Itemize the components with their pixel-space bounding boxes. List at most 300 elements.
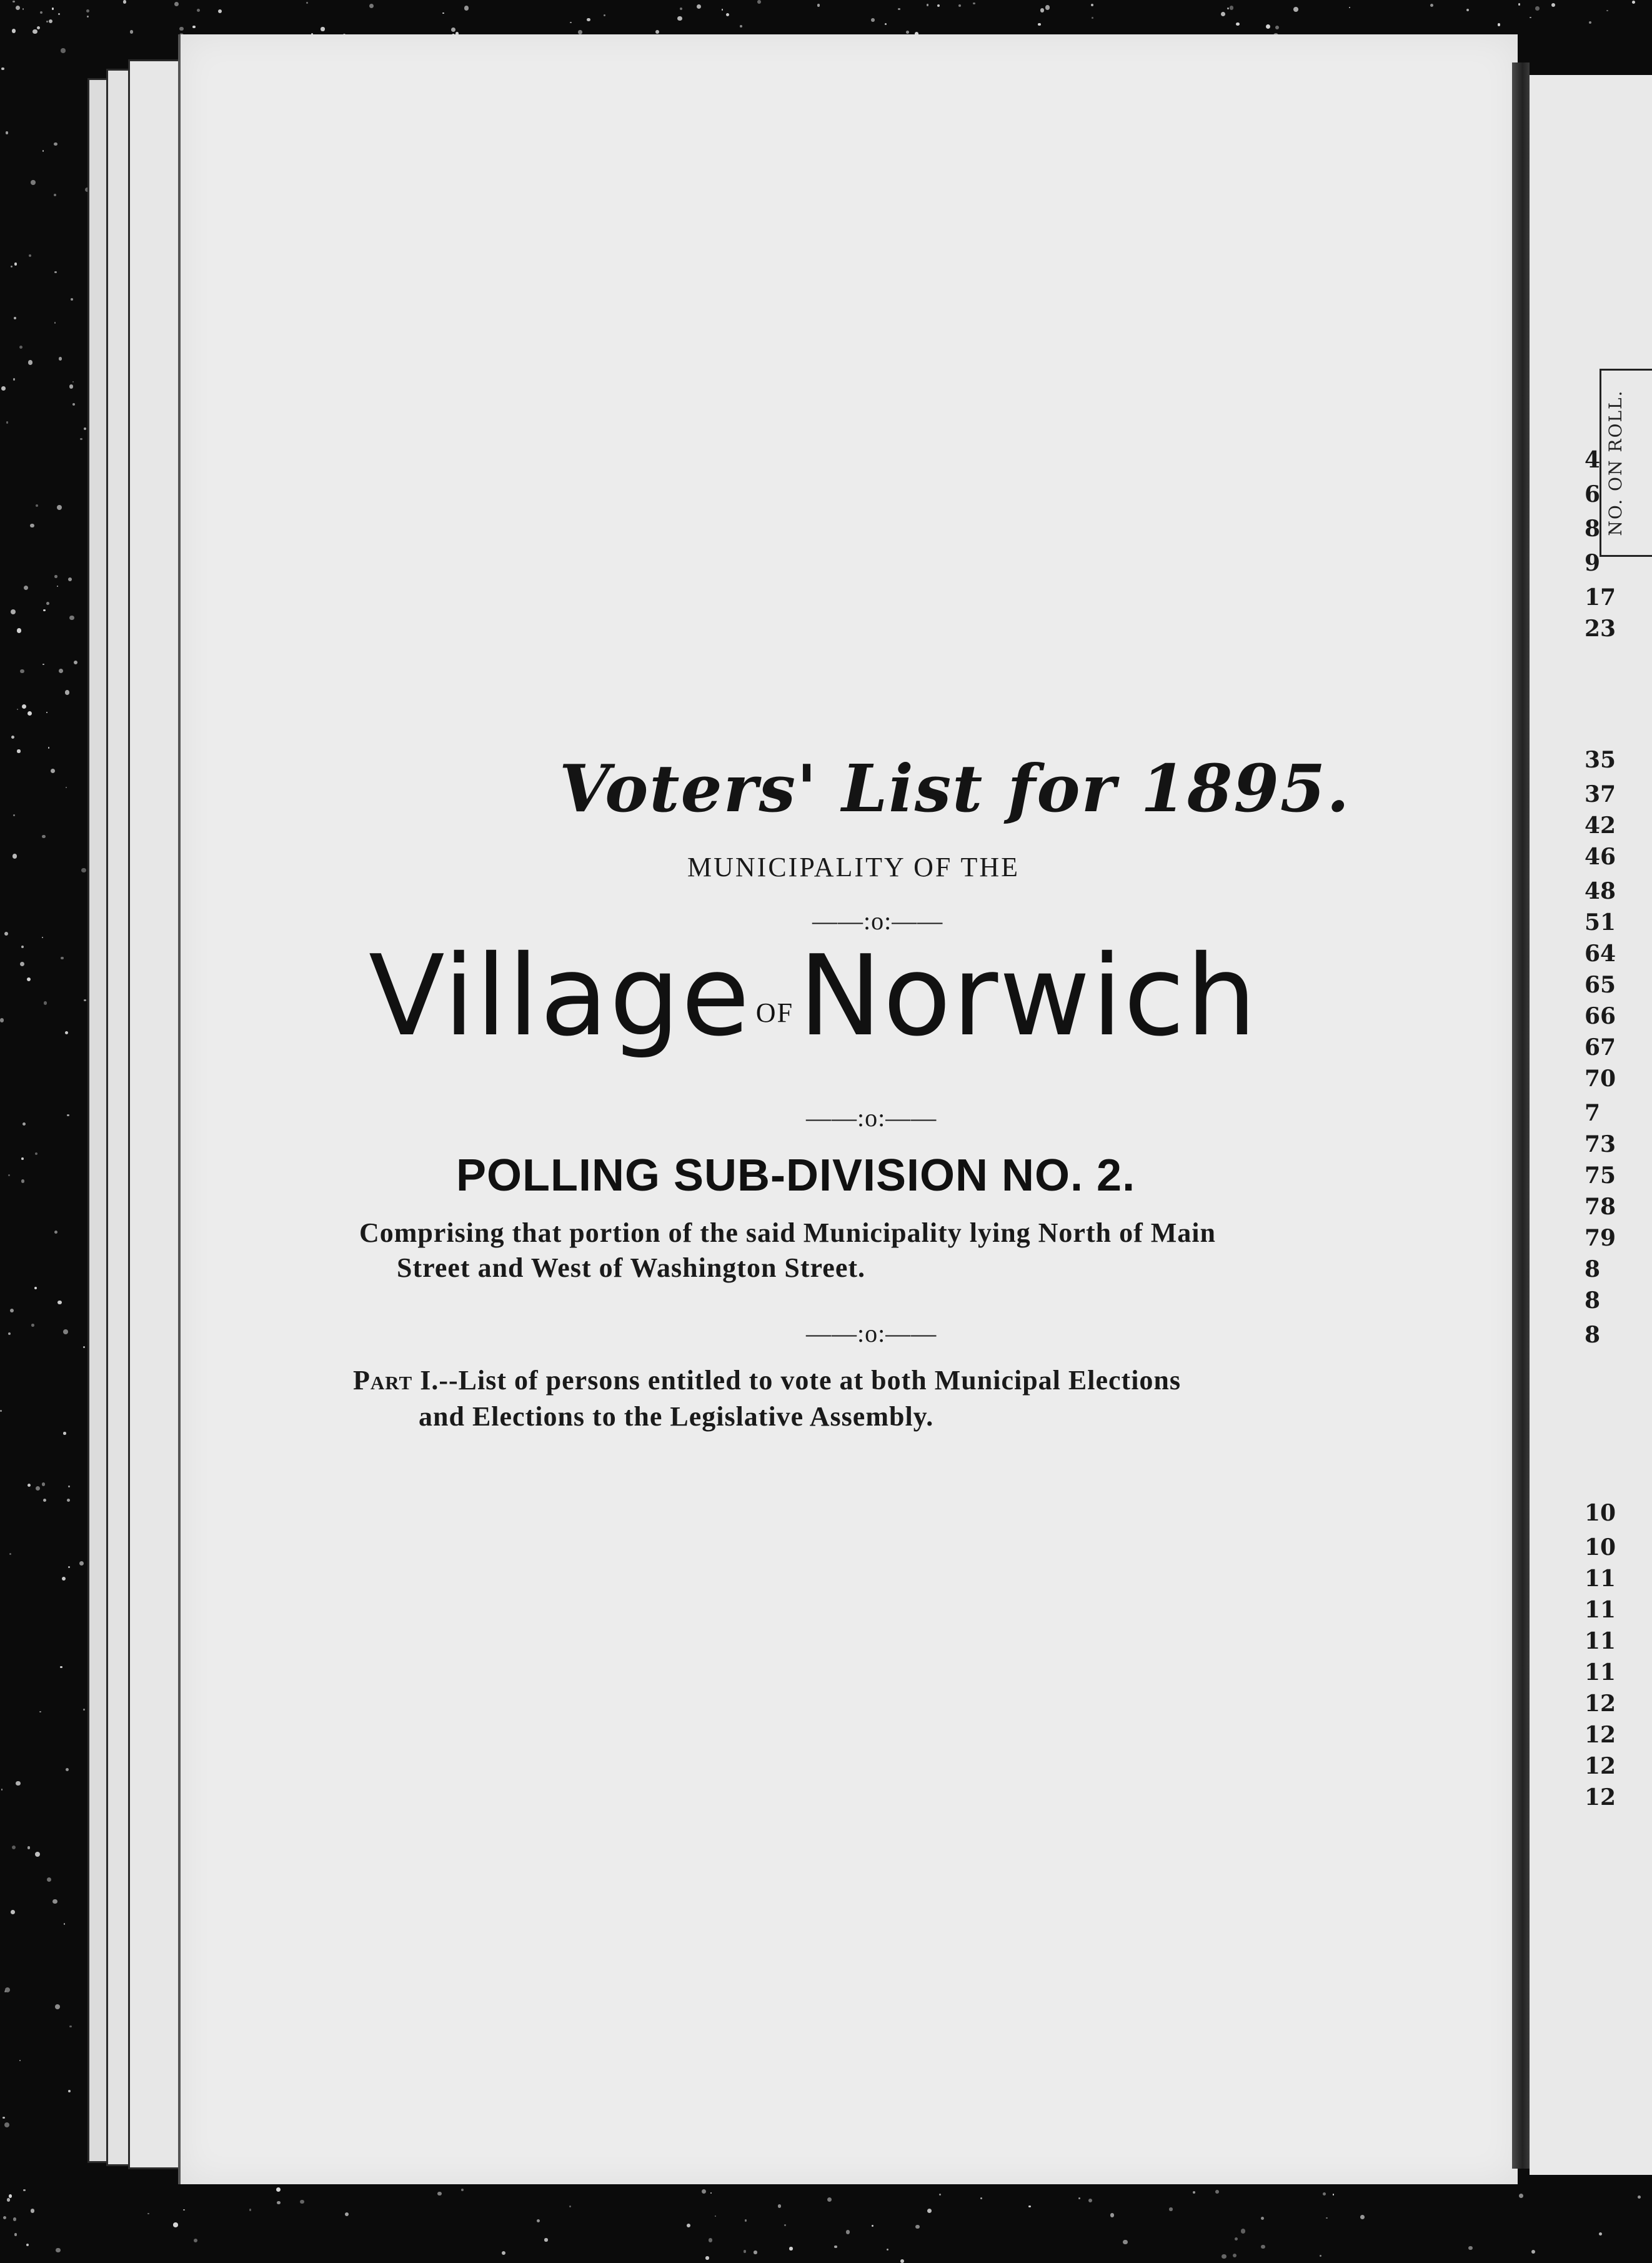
roll-number: 7 — [1585, 1100, 1601, 1126]
village-of: OF — [755, 997, 794, 1029]
speckle — [42, 664, 44, 665]
roll-number-header: NO. ON ROLL. — [1605, 389, 1626, 536]
speckle — [502, 2251, 505, 2255]
roll-number: 11 — [1585, 1597, 1616, 1623]
speckle — [54, 142, 57, 146]
speckle — [1498, 23, 1501, 26]
speckle — [927, 2209, 932, 2213]
part-lead: Part I. — [353, 1365, 439, 1396]
roll-number: 46 — [1585, 844, 1616, 870]
speckle — [1235, 2237, 1238, 2241]
speckle — [1266, 24, 1270, 29]
speckle — [83, 1346, 85, 1348]
speckle — [60, 1666, 62, 1669]
separator-1: ——:o:—— — [812, 907, 943, 935]
speckle — [68, 2090, 71, 2092]
speckle — [34, 1287, 37, 1289]
speckle — [74, 661, 77, 664]
speckle — [59, 357, 62, 360]
speckle — [1215, 2190, 1219, 2194]
speckle — [66, 1768, 69, 1771]
speckle — [817, 4, 820, 7]
speckle — [14, 262, 17, 266]
speckle — [827, 2197, 832, 2202]
speckle — [56, 2248, 61, 2253]
speckle — [1333, 2194, 1334, 2195]
speckle — [757, 0, 761, 4]
speckle — [174, 2, 179, 6]
part-one-text — [353, 1362, 1428, 1435]
speckle — [9, 1553, 11, 1555]
speckle — [544, 2238, 547, 2241]
speckle — [54, 575, 57, 578]
roll-number: 73 — [1585, 1131, 1616, 1157]
speckle — [1123, 2240, 1127, 2244]
speckle — [67, 1114, 69, 1116]
speckle — [43, 1499, 46, 1502]
speckle — [697, 4, 701, 9]
comprising-text — [359, 1216, 1421, 1286]
speckle — [80, 438, 82, 441]
speckle — [1040, 8, 1045, 12]
speckle — [937, 4, 940, 7]
speckle — [6, 131, 8, 134]
speckle — [604, 14, 605, 16]
speckle — [12, 1, 14, 2]
speckle — [249, 2209, 251, 2211]
speckle — [300, 2200, 304, 2204]
speckle — [1466, 9, 1470, 12]
speckle — [1193, 2191, 1195, 2194]
speckle — [740, 25, 742, 27]
speckle — [11, 1910, 15, 1914]
speckle — [84, 999, 86, 1001]
roll-number: 11 — [1585, 1566, 1616, 1592]
speckle — [24, 586, 28, 590]
speckle — [8, 1174, 10, 1176]
speckle — [939, 2194, 941, 2196]
roll-number: 17 — [1585, 584, 1616, 611]
speckle — [887, 2249, 889, 2251]
speckle — [587, 18, 590, 21]
municipality-line: MUNICIPALITY OF THE — [687, 852, 1020, 882]
speckle — [1599, 2232, 1602, 2236]
speckle — [16, 6, 20, 10]
speckle — [71, 298, 73, 301]
speckle — [21, 1157, 24, 1160]
village-name — [369, 931, 1431, 1061]
part-line-2: and Elections to the Legislative Assembly. — [419, 1401, 934, 1432]
speckle — [722, 9, 723, 10]
speckle — [54, 322, 56, 323]
speckle — [1535, 6, 1540, 11]
roll-number: 79 — [1585, 1225, 1616, 1251]
speckle — [1038, 23, 1040, 26]
speckle — [55, 2004, 60, 2009]
speckle — [885, 23, 887, 25]
speckle — [1275, 26, 1279, 29]
speckle — [81, 868, 86, 873]
speckle — [1551, 3, 1555, 7]
speckle — [42, 937, 43, 938]
speckle — [57, 505, 62, 510]
speckle — [32, 29, 37, 34]
roll-number: 70 — [1585, 1066, 1616, 1092]
speckle — [12, 29, 16, 32]
speckle — [1530, 17, 1531, 19]
roll-number: 12 — [1585, 1753, 1616, 1779]
speckle — [54, 194, 56, 196]
speckle — [898, 8, 900, 10]
speckle — [86, 9, 89, 12]
roll-number: 4 — [1585, 447, 1601, 473]
speckle — [68, 577, 72, 581]
speckle — [46, 21, 48, 22]
speckle — [578, 30, 582, 34]
speckle — [79, 1561, 84, 1566]
speckle — [16, 1781, 21, 1786]
speckle — [461, 2189, 464, 2191]
speckle — [789, 2247, 792, 2250]
speckle — [906, 31, 909, 34]
speckle — [6, 421, 9, 424]
speckle — [69, 616, 74, 620]
speckle — [43, 609, 45, 611]
speckle — [872, 2225, 873, 2227]
speckle — [846, 2230, 850, 2234]
roll-number: 42 — [1585, 812, 1616, 839]
roll-number: 8 — [1585, 516, 1601, 542]
speckle — [83, 1709, 85, 1711]
speckle — [48, 747, 50, 749]
speckle — [13, 2217, 16, 2221]
speckle — [63, 1329, 68, 1334]
roll-number-header-box — [1600, 369, 1652, 557]
roll-number: 8 — [1585, 1322, 1601, 1348]
speckle — [42, 150, 44, 152]
speckle — [36, 1486, 40, 1491]
speckle — [21, 946, 24, 948]
speckle — [11, 609, 16, 614]
speckle — [1323, 2192, 1326, 2196]
speckle — [11, 266, 12, 267]
speckle — [726, 13, 729, 16]
speckle — [147, 2213, 149, 2214]
speckle — [677, 16, 682, 21]
speckle — [980, 2197, 983, 2200]
speckle — [62, 1577, 66, 1581]
speckle — [745, 2219, 747, 2222]
speckle — [47, 1877, 51, 1882]
speckle — [306, 2, 308, 4]
part-line-1-rest: --List of persons entitled to vote at both Municipal Elections — [439, 1365, 1182, 1396]
roll-number: 12 — [1585, 1691, 1616, 1717]
speckle — [1221, 12, 1226, 17]
speckle — [23, 2189, 25, 2191]
speckle — [27, 1846, 31, 1849]
speckle — [687, 2224, 690, 2227]
speckle — [927, 4, 928, 6]
speckle — [51, 769, 55, 773]
roll-number: 11 — [1585, 1659, 1616, 1686]
adjacent-page — [1530, 75, 1652, 2175]
speckle — [20, 669, 24, 674]
speckle — [5, 1987, 10, 1992]
speckle — [1110, 2213, 1114, 2217]
speckle — [46, 602, 49, 605]
speckle — [1519, 2194, 1523, 2198]
speckle — [27, 1484, 31, 1487]
village-place: Norwich — [799, 931, 1258, 1061]
speckle — [22, 8, 24, 10]
speckle — [1092, 17, 1093, 19]
roll-number: 12 — [1585, 1784, 1616, 1811]
speckle — [14, 2233, 17, 2236]
speckle — [321, 27, 324, 31]
speckle — [179, 27, 184, 31]
speckle — [1222, 2254, 1227, 2259]
speckle — [442, 12, 444, 14]
separator-3: ——:o:—— — [806, 1319, 937, 1347]
speckle — [123, 0, 126, 3]
speckle — [42, 835, 45, 838]
roll-number: 51 — [1585, 909, 1616, 936]
speckle — [277, 2201, 280, 2204]
speckle — [1468, 2246, 1473, 2251]
roll-number: 12 — [1585, 1722, 1616, 1748]
speckle — [12, 854, 17, 859]
speckle — [65, 690, 69, 694]
speckle — [68, 1486, 69, 1487]
speckle — [72, 381, 74, 382]
roll-number: 64 — [1585, 941, 1616, 967]
speckle — [183, 2209, 184, 2211]
speckle — [52, 7, 54, 9]
speckle — [44, 1001, 47, 1004]
roll-number: 78 — [1585, 1194, 1616, 1220]
speckle — [11, 736, 14, 739]
part-line-1 — [353, 1362, 1428, 1399]
speckle — [27, 711, 32, 716]
speckle — [64, 1923, 65, 1924]
speckle — [130, 30, 134, 34]
speckle — [58, 13, 60, 15]
speckle — [28, 360, 33, 365]
speckle — [52, 1899, 57, 1904]
speckle — [35, 1152, 37, 1155]
speckle — [1632, 1, 1635, 4]
speckle — [1088, 2199, 1092, 2202]
speckle — [1349, 7, 1350, 8]
roll-number: 67 — [1585, 1034, 1616, 1061]
speckle — [0, 1018, 4, 1022]
speckle — [57, 1301, 62, 1305]
speckle — [1, 386, 6, 391]
speckle — [1028, 2206, 1030, 2207]
speckle — [871, 18, 875, 22]
speckle — [218, 9, 222, 14]
speckle — [49, 19, 52, 23]
speckle — [30, 524, 34, 527]
speckle — [22, 1122, 26, 1126]
roll-number: 66 — [1585, 1003, 1616, 1029]
speckle — [9, 2194, 12, 2198]
speckle — [1261, 2217, 1264, 2220]
speckle — [1236, 22, 1239, 26]
speckle — [35, 1852, 40, 1857]
speckle — [17, 628, 22, 633]
speckle — [173, 2222, 177, 2227]
speckle — [834, 2246, 837, 2249]
roll-number: 10 — [1585, 1500, 1616, 1526]
speckle — [68, 1566, 70, 1568]
separator-2: ——:o:—— — [806, 1104, 937, 1132]
speckle — [1531, 2250, 1535, 2254]
speckle — [655, 30, 659, 34]
speckle — [1326, 2217, 1328, 2219]
speckle — [1360, 2215, 1365, 2219]
speckle — [464, 6, 469, 11]
speckle — [4, 932, 8, 936]
speckle — [84, 427, 87, 431]
speckle — [31, 180, 36, 185]
speckle — [1078, 2197, 1080, 2199]
speckle — [87, 16, 89, 17]
speckle — [13, 378, 16, 381]
speckle — [437, 2192, 442, 2196]
village-word: Village — [369, 931, 751, 1061]
roll-number: 75 — [1585, 1162, 1616, 1189]
speckle — [3, 2216, 6, 2219]
roll-number: 11 — [1585, 1628, 1616, 1654]
speckle — [19, 346, 22, 349]
speckle — [65, 1031, 68, 1034]
speckle — [63, 1432, 66, 1434]
speckle — [0, 1410, 2, 1412]
speckle — [7, 2198, 10, 2201]
speckle — [192, 26, 196, 29]
speckle — [570, 22, 572, 24]
speckle — [451, 27, 455, 32]
speckle — [345, 2212, 349, 2216]
speckle — [1293, 7, 1298, 12]
speckle — [1261, 2245, 1265, 2249]
roll-number: 8 — [1585, 1287, 1601, 1314]
speckle — [27, 977, 31, 981]
speckle — [1230, 6, 1233, 9]
speckle — [37, 26, 40, 29]
speckle — [36, 504, 38, 507]
roll-number: 6 — [1585, 481, 1601, 507]
roll-number: 65 — [1585, 972, 1616, 998]
speckle — [194, 2239, 197, 2242]
roll-number: 37 — [1585, 781, 1616, 807]
speckle — [21, 1179, 24, 1182]
roll-number: 48 — [1585, 878, 1616, 904]
speckle — [1589, 21, 1591, 24]
speckle — [26, 2244, 29, 2246]
speckle — [72, 403, 75, 406]
roll-number: 35 — [1585, 747, 1616, 773]
speckle — [1, 1789, 2, 1790]
speckle — [1091, 4, 1093, 6]
speckle — [778, 2204, 782, 2208]
speckle — [8, 1332, 11, 1335]
speckle — [10, 1309, 14, 1312]
speckle — [1518, 3, 1520, 5]
speckle — [67, 1499, 70, 1502]
speckle — [915, 2225, 920, 2229]
speckle — [19, 2060, 21, 2061]
speckle — [784, 2224, 785, 2226]
polling-heading: POLLING SUB-DIVISION NO. 2. — [456, 1151, 1136, 1201]
speckle — [715, 2216, 716, 2217]
speckle — [1, 67, 4, 71]
roll-number: 23 — [1585, 616, 1616, 642]
speckle — [369, 4, 374, 8]
speckle — [61, 957, 63, 959]
speckle — [59, 669, 63, 673]
speckle — [197, 9, 200, 12]
speckle — [1241, 2229, 1245, 2233]
speckle — [57, 586, 59, 587]
roll-number: 10 — [1585, 1534, 1616, 1561]
speckle — [1045, 5, 1050, 9]
speckle — [31, 2209, 35, 2213]
speckle — [40, 11, 42, 14]
speckle — [702, 2189, 706, 2194]
speckle — [69, 384, 74, 389]
speckle — [13, 814, 16, 817]
speckle — [958, 4, 961, 7]
speckle — [973, 2, 975, 5]
speckle — [754, 2251, 757, 2254]
speckle — [2, 2117, 4, 2119]
speckle — [17, 709, 18, 710]
speckle — [1430, 4, 1433, 7]
speckle — [710, 2192, 712, 2194]
speckle — [39, 1711, 41, 1712]
speckle — [61, 48, 65, 52]
roll-number: 9 — [1585, 550, 1601, 576]
speckle — [20, 962, 24, 966]
speckle — [680, 7, 682, 10]
document-title: Voters' List for 1895. — [559, 750, 1351, 827]
comprising-line-2: Street and West of Washington Street. — [397, 1252, 866, 1283]
speckle — [22, 704, 27, 709]
speckle — [14, 317, 16, 319]
speckle — [1227, 7, 1229, 9]
speckle — [4, 2122, 9, 2127]
speckle — [31, 1324, 34, 1327]
speckle — [705, 2256, 709, 2259]
speckle — [12, 1846, 16, 1849]
speckle — [1320, 2255, 1321, 2257]
speckle — [1169, 2207, 1173, 2211]
speckle — [46, 712, 47, 713]
speckle — [569, 2206, 571, 2207]
roll-number: 8 — [1585, 1256, 1601, 1282]
speckle — [69, 2026, 72, 2028]
speckle — [66, 787, 67, 788]
speckle — [537, 2219, 540, 2222]
book-spine — [1512, 62, 1530, 2169]
speckle — [1233, 2254, 1237, 2257]
speckle — [54, 1231, 57, 1234]
speckle — [1606, 10, 1608, 12]
comprising-line-1: Comprising that portion of the said Municipality lying North of Main — [359, 1217, 1216, 1248]
speckle — [1638, 2196, 1641, 2199]
